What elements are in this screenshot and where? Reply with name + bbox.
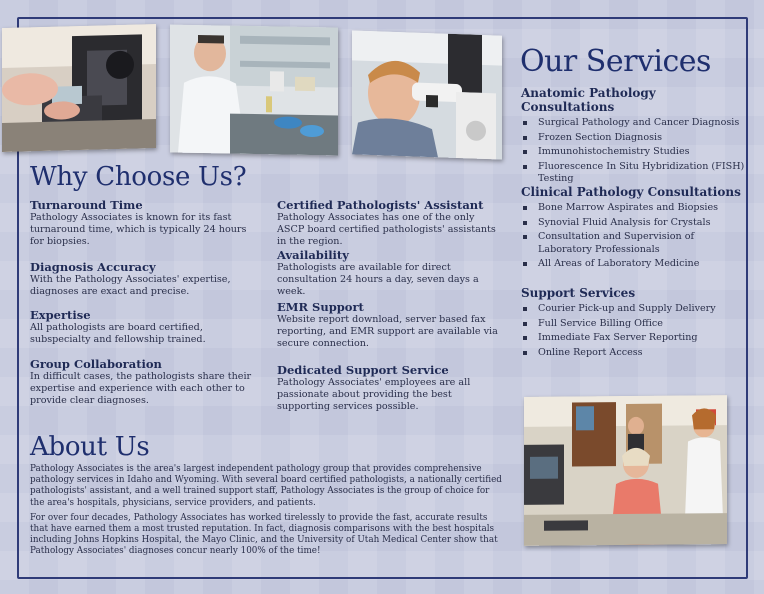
list-item: Full Service Billing Office	[521, 318, 749, 331]
feature-diagnosis-accuracy	[30, 261, 252, 298]
feature-dedicated-support	[277, 364, 502, 413]
feature-title: Expertise	[30, 308, 91, 322]
why-choose-us-heading: Why Choose Us?	[30, 162, 247, 192]
feature-title: Diagnosis Accuracy	[30, 260, 156, 274]
about-us-text	[30, 464, 502, 562]
feature-body: Pathologists are available for direct consultation 24 hours a day, seven days a week.	[277, 262, 479, 297]
anatomic-pathology-section	[521, 86, 749, 188]
feature-body: In difficult cases, the pathologists share their expertise and experience with each other to provide clear diagnoses.	[30, 371, 252, 406]
feature-title: Turnaround Time	[30, 198, 143, 212]
feature-body: With the Pathology Associates' expertise, diagnoses are exact and precise.	[30, 274, 231, 297]
our-services-heading: Our Services	[520, 44, 711, 79]
list-item: Immunohistochemistry Studies	[521, 146, 749, 159]
about-paragraph: Pathology Associates is the area's largest independent pathology group that provides comprehensive pathology services in Idaho and Wyoming. With several board certified pathologists, a nationally certified pathologists' assistant, and a well trained support staff, Pathology Associates is the group of choice for the area's hospitals, physicians, service providers, and patients.	[30, 464, 502, 508]
list-item: Courier Pick-up and Supply Delivery	[521, 303, 749, 316]
list-item: Frozen Section Diagnosis	[521, 132, 749, 145]
lab-technician-photo	[170, 25, 338, 156]
about-us-heading: About Us	[30, 432, 150, 462]
section-title: Anatomic Pathology Consultations	[521, 86, 656, 114]
feature-body: Website report download, server based fax reporting, and EMR support are available via secure connection.	[277, 314, 498, 349]
feature-title: Certified Pathologists' Assistant	[277, 198, 484, 212]
office-staff-photo	[524, 395, 727, 546]
list-item: Fluorescence In Situ Hybridization (FISH) Testing	[521, 161, 749, 186]
list-item: Consultation and Supervision of Laboratory Professionals	[521, 231, 749, 256]
section-title: Support Services	[521, 286, 636, 300]
about-paragraph: For over four decades, Pathology Associates has worked tirelessly to provide the fast, accurate results that have earned them a most trusted reputation. In fact, diagnosis comparisons with the best hospitals including Johns Hopkins Hospital, the Mayo Clinic, and the University of Utah Medical Center show that Pathology Associates' diagnoses concur nearly 100% of the time!	[30, 512, 498, 557]
feature-title: Dedicated Support Service	[277, 363, 449, 377]
feature-group-collaboration	[30, 358, 252, 407]
feature-title: Availability	[277, 248, 349, 262]
feature-body: Pathology Associates is known for its fast turnaround time, which is typically 24 hours for biopsies.	[30, 212, 247, 247]
list-item: Synovial Fluid Analysis for Crystals	[521, 217, 749, 230]
feature-title: Group Collaboration	[30, 357, 162, 371]
feature-body: Pathology Associates has one of the only ASCP board certified pathologists' assistants in the region.	[277, 212, 496, 247]
feature-body: All pathologists are board certified, subspecialty and fellowship trained.	[30, 322, 206, 345]
list-item: Immediate Fax Server Reporting	[521, 332, 749, 345]
lab-microtome-photo	[2, 24, 156, 152]
support-services-section	[521, 286, 749, 361]
section-title: Clinical Pathology Consultations	[521, 185, 741, 199]
feature-availability	[277, 249, 502, 298]
feature-turnaround-time	[30, 199, 252, 248]
feature-expertise	[30, 309, 252, 346]
service-list	[521, 202, 749, 271]
feature-certified-pa	[277, 199, 502, 248]
list-item: All Areas of Laboratory Medicine	[521, 258, 749, 271]
feature-emr-support	[277, 301, 502, 350]
clinical-pathology-section	[521, 185, 749, 273]
list-item: Bone Marrow Aspirates and Biopsies	[521, 202, 749, 215]
feature-title: EMR Support	[277, 300, 364, 314]
feature-body: Pathology Associates' employees are all passionate about providing the best supporting services possible.	[277, 377, 471, 412]
list-item: Online Report Access	[521, 347, 749, 360]
microscope-photo	[352, 30, 502, 159]
list-item: Surgical Pathology and Cancer Diagnosis	[521, 117, 749, 130]
service-list	[521, 117, 749, 186]
service-list	[521, 303, 749, 359]
